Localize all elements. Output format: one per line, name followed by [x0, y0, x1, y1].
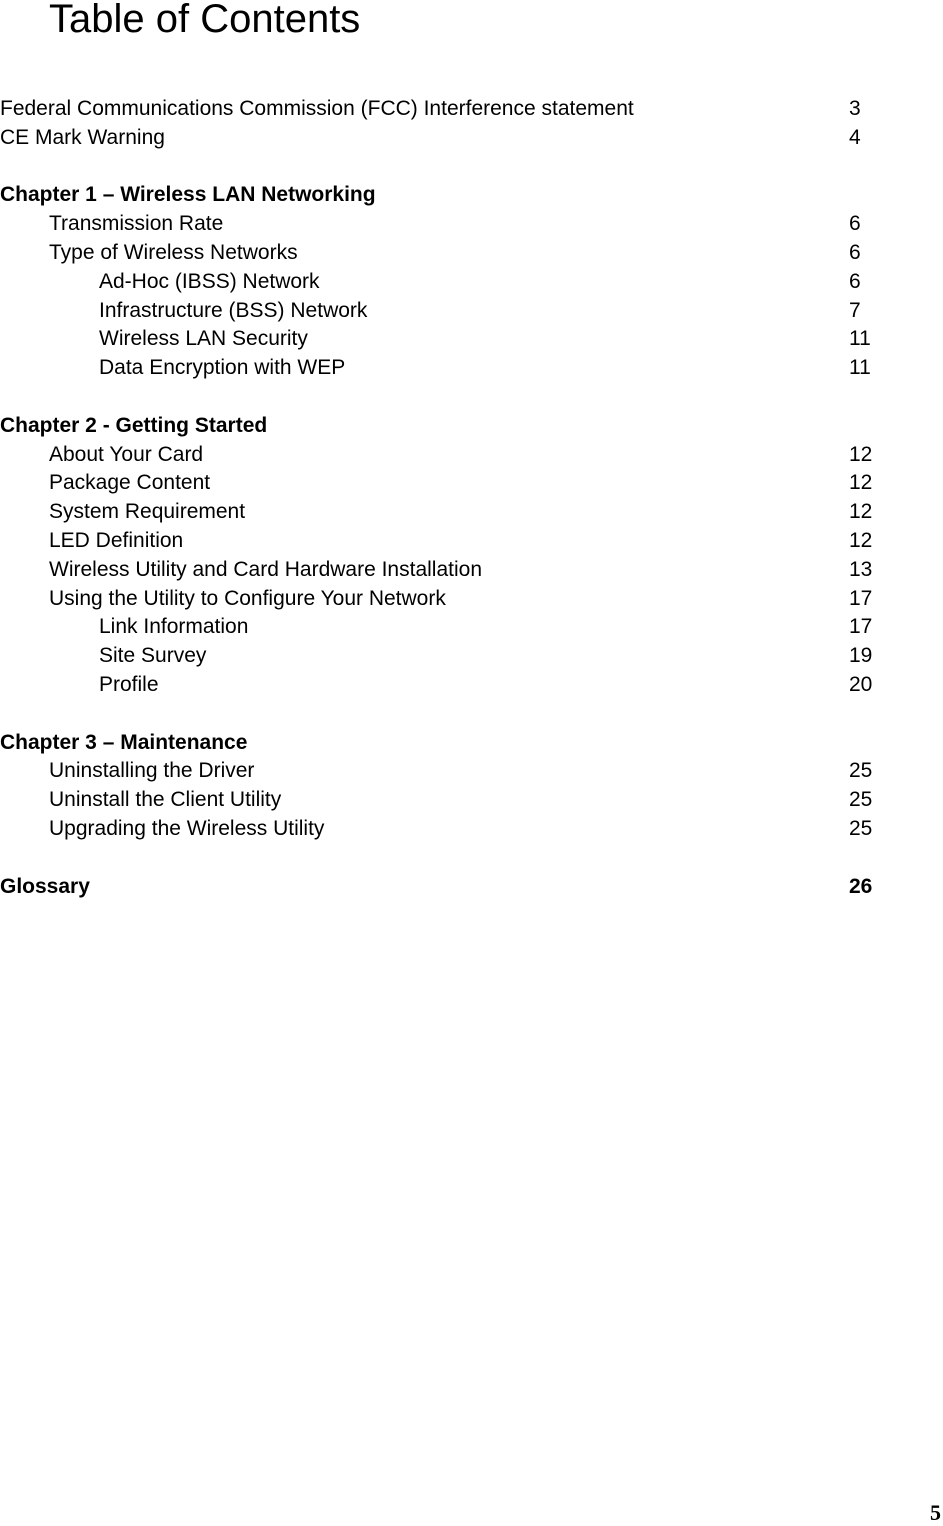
toc-entry-label: Uninstall the Client Utility	[49, 788, 282, 812]
chapter-heading: Chapter 2 - Getting Started	[0, 413, 268, 437]
toc-entry-about-your-card[interactable]	[0, 441, 900, 470]
toc-entry-led-definition[interactable]	[0, 527, 900, 556]
toc-entry-type-of-wireless-networks[interactable]	[0, 239, 900, 268]
toc-entry-label: Federal Communications Commission (FCC) Interference statement	[0, 97, 634, 120]
toc-entry-label: Glossary	[0, 874, 90, 898]
toc-entry-label: Link Information	[99, 615, 249, 639]
toc-entry-glossary[interactable]	[0, 873, 900, 902]
toc-entry-transmission-rate[interactable]	[0, 210, 900, 239]
page-title: Table of Contents	[49, 0, 361, 41]
toc-entry-label: Ad-Hoc (IBSS) Network	[99, 269, 320, 293]
toc-entry-page: 17	[849, 586, 873, 610]
toc-entry-ad-hoc-network[interactable]	[0, 268, 900, 297]
toc-entry-label: Site Survey	[99, 644, 207, 668]
page-number: 5	[930, 1500, 941, 1525]
toc-entry-page: 26	[849, 874, 873, 898]
toc-entry-page: 20	[849, 672, 873, 696]
toc-entry-utility-hardware-installation[interactable]	[0, 556, 900, 585]
toc-entry-link-information[interactable]	[0, 613, 900, 642]
toc-entry-label: Upgrading the Wireless Utility	[49, 816, 325, 840]
toc-chapter-1-heading[interactable]	[0, 181, 900, 210]
toc-entry-label: Using the Utility to Configure Your Network	[49, 586, 446, 610]
toc-entry-page: 7	[849, 298, 861, 322]
toc-entry-page: 19	[849, 644, 873, 668]
toc-entry-page: 13	[849, 557, 873, 581]
toc-entry-label: LED Definition	[49, 528, 184, 552]
toc-entry-label: Package Content	[49, 471, 211, 495]
toc-entry-label: Type of Wireless Networks	[49, 240, 298, 264]
toc-entry-page: 25	[849, 759, 873, 783]
toc-entry-page: 12	[849, 528, 873, 552]
toc-entry-page: 12	[849, 471, 873, 495]
toc-entry-page: 12	[849, 442, 873, 466]
toc-entry-data-encryption-wep[interactable]	[0, 354, 900, 383]
toc-entry-page: 11	[849, 327, 871, 351]
toc-entry-site-survey[interactable]	[0, 642, 900, 671]
toc-entry-label: Profile	[99, 672, 159, 696]
toc-entry-label: Uninstalling the Driver	[49, 759, 255, 783]
chapter-heading: Chapter 1 – Wireless LAN Networking	[0, 183, 376, 207]
toc-entry-label: Wireless Utility and Card Hardware Installation	[49, 557, 482, 581]
toc-entry-page: 25	[849, 816, 873, 840]
toc-entry-page: 25	[849, 788, 873, 812]
toc-entry-page: 17	[849, 615, 873, 639]
toc-entry-page: 3	[849, 97, 861, 120]
toc-entry-page: 6	[849, 240, 861, 264]
toc-entry-page: 12	[849, 500, 873, 524]
toc-entry-page: 11	[849, 356, 871, 380]
toc-entry-profile[interactable]	[0, 671, 900, 700]
toc-entry-page: 6	[849, 269, 861, 293]
toc-chapter-3-heading[interactable]	[0, 729, 900, 758]
toc-entry-infrastructure-network[interactable]	[0, 297, 900, 326]
toc-entry-configure-your-network[interactable]	[0, 585, 900, 614]
toc-entry-upgrading-wireless-utility[interactable]	[0, 815, 900, 844]
toc-entry-label: Infrastructure (BSS) Network	[99, 298, 368, 322]
toc-entry-uninstall-client-utility[interactable]	[0, 786, 900, 815]
toc-entry-label: About Your Card	[49, 442, 204, 466]
toc-entry-ce-mark-warning[interactable]	[0, 124, 900, 153]
table-of-contents	[0, 95, 900, 901]
toc-entry-label: System Requirement	[49, 500, 246, 524]
toc-entry-page: 4	[849, 125, 861, 149]
toc-entry-label: Wireless LAN Security	[99, 327, 308, 351]
toc-entry-wireless-lan-security[interactable]	[0, 325, 900, 354]
toc-entry-uninstalling-driver[interactable]	[0, 757, 900, 786]
toc-entry-page: 6	[849, 212, 861, 236]
toc-entry-package-content[interactable]	[0, 469, 900, 498]
toc-entry-label: Data Encryption with WEP	[99, 356, 346, 380]
toc-entry-fcc-statement[interactable]	[0, 95, 900, 124]
toc-entry-label: Transmission Rate	[49, 212, 224, 236]
chapter-heading: Chapter 3 – Maintenance	[0, 730, 248, 754]
toc-chapter-2-heading[interactable]	[0, 412, 900, 441]
toc-entry-system-requirement[interactable]	[0, 498, 900, 527]
toc-entry-label: CE Mark Warning	[0, 125, 165, 149]
